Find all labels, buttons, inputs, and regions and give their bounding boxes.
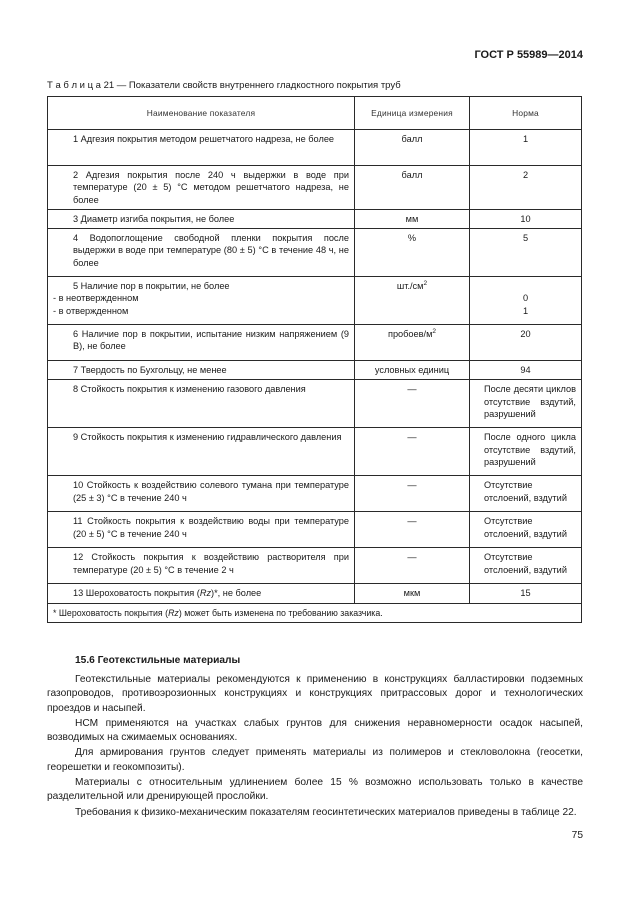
row-norm: 0 1 — [470, 277, 582, 325]
row-name: 8 Стойкость покрытия к изменению газового давления — [48, 380, 355, 428]
paragraph: НСМ применяются на участках слабых грунтов для снижения неравномерности осадок насыпей, возводимых на сжимаемых основаниях. — [47, 717, 583, 744]
row-unit: — — [355, 476, 470, 512]
row-name: 9 Стойкость покрытия к изменению гидравлического давления — [48, 428, 355, 476]
table-row — [48, 130, 582, 166]
row-norm: 10 — [470, 209, 582, 228]
row-name: 3 Диаметр изгиба покрытия, не более — [48, 209, 355, 228]
table-footnote-row — [48, 603, 582, 622]
row-sub-item: - в неотвержденном — [53, 293, 139, 304]
row-sub-item: - в отвержденном — [53, 305, 129, 316]
paragraph: Для армирования грунтов следует применять материалы из полимеров и стекловолокна (геосетки, георешетки и геокомпозиты). — [47, 747, 583, 773]
row-name: 2 Адгезия покрытия после 240 ч выдержки в воде при температуре (20 ± 5) °С методом решетчатого надреза, не более — [48, 166, 355, 210]
standard-number: ГОСТ Р 55989—2014 — [474, 49, 583, 61]
paragraph: Материалы с относительным удлинением более 15 % возможно использовать только в качестве разделительной или дренирующей прослойки. — [47, 777, 583, 803]
table-row — [48, 380, 582, 428]
row-unit: балл — [355, 130, 470, 166]
row-name: 6 Наличие пор в покрытии, испытание низким напряжением (9 В), не более — [48, 325, 355, 361]
body-text — [47, 673, 583, 821]
row-norm: 15 — [470, 584, 582, 603]
header-name: Наименование показателя — [48, 97, 355, 130]
row-norm: 20 — [470, 325, 582, 361]
header-unit: Единица измерения — [355, 97, 470, 130]
row-norm: 1 — [470, 130, 582, 166]
table-row — [48, 548, 582, 584]
table-row — [48, 428, 582, 476]
table-caption: Т а б л и ц а 21 — Показатели свойств внутреннего гладкостного покрытия труб — [47, 80, 401, 91]
table-footnote: * Шероховатость покрытия (Rz) может быть изменена по требованию заказчика. — [48, 603, 582, 622]
properties-table — [47, 96, 582, 623]
table-row — [48, 512, 582, 548]
row-unit: условных единиц — [355, 361, 470, 380]
row-norm: Отсутствие отслоений, вздутий — [470, 476, 582, 512]
row-name: 1 Адгезия покрытия методом решетчатого надреза, не более — [48, 130, 355, 166]
paragraph: Геотекстильные материалы рекомендуются к применению в конструкциях балластировки подземных газопроводов, противоэрозионных конструкциях и конструкциях притрассовых дорог и технологических проездов и насыпей. — [47, 674, 583, 714]
row-norm: 2 — [470, 166, 582, 210]
paragraph: Требования к физико-механическим показателям геосинтетических материалов приведены в таблице 22. — [75, 806, 577, 818]
row-name: 5 Наличие пор в покрытии, не более - в неотвержденном - в отвержденном — [48, 277, 355, 325]
row-norm: Отсутствие отслоений, вздутий — [470, 548, 582, 584]
table-row — [48, 277, 582, 325]
row-unit: пробоев/$м^2$ — [355, 325, 470, 361]
row-name: 4 Водопоглощение свободной пленки покрытия после выдержки в воде при температуре (80 ± 5) °С в течение 48 ч, не более — [48, 229, 355, 277]
row-unit: $шт./см^2$ — [355, 277, 470, 325]
table-row — [48, 584, 582, 603]
row-unit: — — [355, 380, 470, 428]
table-row — [48, 229, 582, 277]
table-row — [48, 166, 582, 210]
table-row — [48, 361, 582, 380]
row-name: 12 Стойкость покрытия к воздействию растворителя при температуре (20 ± 5) °С в течение 2 ч — [48, 548, 355, 584]
row-unit: — — [355, 428, 470, 476]
row-unit: — — [355, 512, 470, 548]
row-norm: Отсутствие отслоений, вздутий — [470, 512, 582, 548]
row-norm: 5 — [470, 229, 582, 277]
row-unit: % — [355, 229, 470, 277]
header-norm: Норма — [470, 97, 582, 130]
page-number: 75 — [571, 830, 583, 841]
row-name: 7 Твердость по Бухгольцу, не менее — [48, 361, 355, 380]
section-title: 15.6 Геотекстильные материалы — [75, 655, 241, 666]
row-norm: После одного цикла отсутствие вздутий, разрушений — [470, 428, 582, 476]
table-row — [48, 209, 582, 228]
row-unit: — — [355, 548, 470, 584]
row-unit: мкм — [355, 584, 470, 603]
row-name: 10 Стойкость к воздействию солевого тумана при температуре (25 ± 3) °С в течение 240 ч — [48, 476, 355, 512]
row-norm: После десяти циклов отсутствие вздутий, разрушений — [470, 380, 582, 428]
row-name: 11 Стойкость покрытия к воздействию воды при температуре (20 ± 5) °С в течение 240 ч — [48, 512, 355, 548]
row-norm: 94 — [470, 361, 582, 380]
row-name: 13 Шероховатость покрытия (Rz)*, не более — [48, 584, 355, 603]
table-row — [48, 325, 582, 361]
row-unit: балл — [355, 166, 470, 210]
row-unit: мм — [355, 209, 470, 228]
table-header-row — [48, 97, 582, 130]
table-row — [48, 476, 582, 512]
